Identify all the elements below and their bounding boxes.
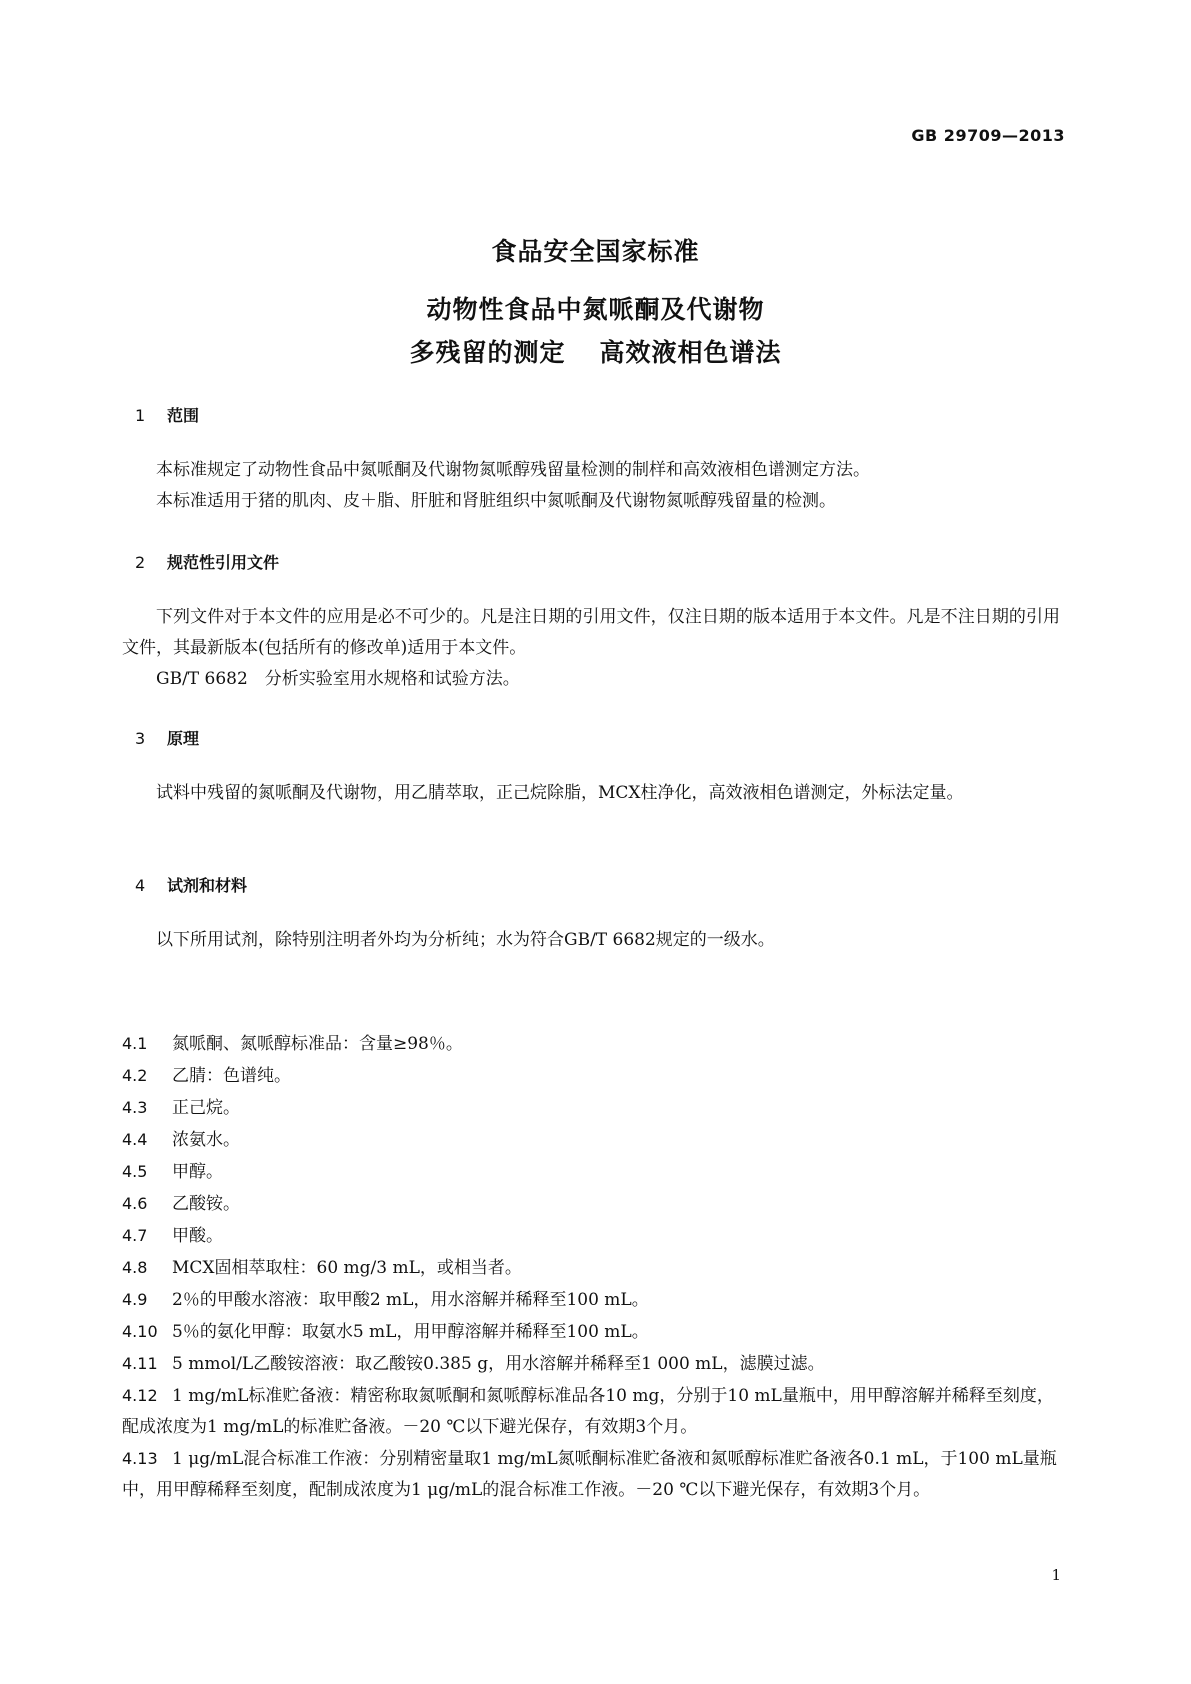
list-item (122, 1060, 1060, 1092)
list-item (122, 1124, 1060, 1156)
paragraph: GB/T 6682 分析实验室用水规格和试验方法。 (156, 669, 520, 689)
section-1-body (122, 455, 1060, 517)
list-item (122, 1348, 1060, 1380)
reagent-list (122, 1028, 1060, 1506)
paragraph: 试料中残留的氮哌酮及代谢物，用乙腈萃取，正己烷除脂，MCX柱净化，高效液相色谱测定，外标法定量。 (156, 783, 964, 803)
item-number: 4.3 (122, 1098, 148, 1117)
section-title: 原理 (167, 729, 200, 748)
item-text: 乙腈：色谱纯。 (172, 1066, 291, 1086)
item-number: 4.4 (122, 1130, 148, 1149)
item-text: 氮哌酮、氮哌醇标准品：含量≥98％。 (172, 1034, 463, 1054)
item-number: 4.8 (122, 1258, 148, 1277)
item-number: 4.10 (122, 1322, 158, 1341)
section-number: 1 (135, 406, 146, 425)
title-line-3-part-1: 多残留的测定 (409, 338, 566, 367)
list-item (122, 1252, 1060, 1284)
item-text: 1 mg/mL标准贮备液：精密称取氮哌酮和氮哌醇标准品各10 mg，分别于10 mL量瓶中，用甲醇溶解并稀释至刻度，配成浓度为1 mg/mL的标准贮备液。－20 ℃以下避光保存，有效期3个月。 (122, 1386, 1054, 1437)
section-3-body (122, 778, 1060, 809)
section-number: 3 (135, 729, 146, 748)
list-item (122, 1443, 1060, 1506)
item-number: 4.5 (122, 1162, 148, 1181)
list-item (122, 1380, 1060, 1443)
list-item (122, 1156, 1060, 1188)
section-heading-4 (135, 873, 247, 896)
section-heading-1 (135, 403, 199, 426)
list-item (122, 1028, 1060, 1060)
item-number: 4.7 (122, 1226, 148, 1245)
item-text: 1 μg/mL混合标准工作液：分别精密量取1 mg/mL氮哌酮标准贮备液和氮哌醇标准贮备液各0.1 mL，于100 mL量瓶中，用甲醇稀释至刻度，配制成浓度为1 μg/mL的混合标准工作液。－20 ℃以下避光保存，有效期3个月。 (122, 1449, 1057, 1500)
section-title: 规范性引用文件 (167, 553, 280, 572)
item-number: 4.11 (122, 1354, 158, 1373)
section-heading-3 (135, 726, 199, 749)
item-number: 4.1 (122, 1034, 148, 1053)
paragraph: 本标准适用于猪的肌肉、皮＋脂、肝脏和肾脏组织中氮哌酮及代谢物氮哌醇残留量的检测。 (156, 491, 836, 511)
paragraph: 本标准规定了动物性食品中氮哌酮及代谢物氮哌醇残留量检测的制样和高效液相色谱测定方法。 (156, 460, 870, 480)
standard-code: GB 29709—2013 (911, 126, 1065, 145)
list-item (122, 1092, 1060, 1124)
item-number: 4.6 (122, 1194, 148, 1213)
item-text: 2％的甲酸水溶液：取甲酸2 mL，用水溶解并稀释至100 mL。 (172, 1290, 649, 1310)
section-2-body (122, 602, 1060, 695)
title-line-1: 食品安全国家标准 (491, 237, 700, 266)
item-text: 甲酸。 (172, 1226, 223, 1246)
item-text: 浓氨水。 (172, 1130, 240, 1150)
list-item (122, 1188, 1060, 1220)
item-text: MCX固相萃取柱：60 mg/3 mL，或相当者。 (172, 1258, 522, 1278)
section-number: 4 (135, 876, 146, 895)
section-title: 试剂和材料 (167, 876, 248, 895)
paragraph: 下列文件对于本文件的应用是必不可少的。凡是注日期的引用文件，仅注日期的版本适用于本文件。凡是不注日期的引用文件，其最新版本(包括所有的修改单)适用于本文件。 (122, 607, 1060, 658)
section-4-intro (122, 925, 1060, 956)
title-line-3-part-2: 高效液相色谱法 (599, 338, 782, 367)
list-item (122, 1316, 1060, 1348)
section-number: 2 (135, 553, 146, 572)
item-number: 4.2 (122, 1066, 148, 1085)
item-number: 4.12 (122, 1386, 158, 1405)
item-text: 乙酸铵。 (172, 1194, 240, 1214)
list-item (122, 1284, 1060, 1316)
page-number: 1 (1051, 1566, 1061, 1584)
list-item (122, 1220, 1060, 1252)
item-text: 5％的氨化甲醇：取氨水5 mL，用甲醇溶解并稀释至100 mL。 (172, 1322, 649, 1342)
paragraph: 以下所用试剂，除特别注明者外均为分析纯；水为符合GB/T 6682规定的一级水。 (156, 930, 775, 950)
item-text: 甲醇。 (172, 1162, 223, 1182)
item-text: 5 mmol/L乙酸铵溶液：取乙酸铵0.385 g，用水溶解并稀释至1 000 mL，滤膜过滤。 (172, 1354, 825, 1374)
item-number: 4.9 (122, 1290, 148, 1309)
title-line-3 (0, 333, 1191, 369)
item-text: 正己烷。 (172, 1098, 240, 1118)
item-number: 4.13 (122, 1449, 158, 1468)
title-line-2: 动物性食品中氮哌酮及代谢物 (426, 295, 765, 324)
section-heading-2 (135, 550, 279, 573)
section-title: 范围 (167, 406, 200, 425)
